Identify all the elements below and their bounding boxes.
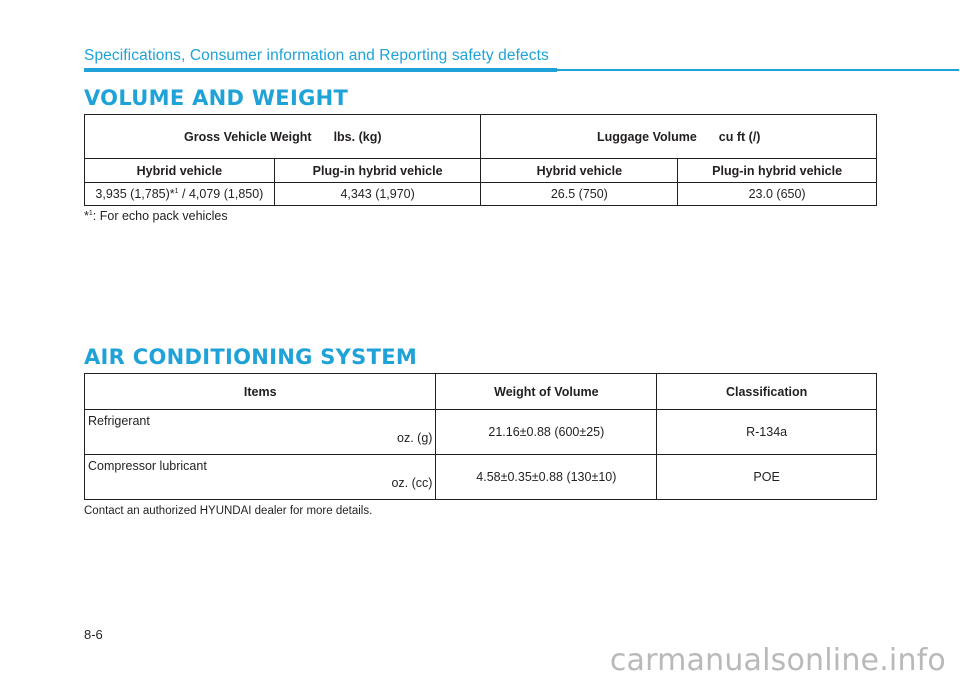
- gvw-header: [85, 115, 481, 159]
- footnote-ref: 1: [174, 187, 179, 195]
- luggage-unit: cu ft (/): [718, 129, 761, 144]
- watermark: carmanualsonline.info: [609, 643, 946, 678]
- gvw-unit: lbs. (kg): [333, 129, 382, 144]
- table-row: [85, 410, 877, 455]
- hybrid-weight-value: 3,935 (1,785)*: [95, 187, 175, 201]
- gvw-label: Gross Vehicle Weight: [183, 129, 312, 144]
- table-row: [85, 183, 877, 206]
- table-header-row: [85, 115, 877, 159]
- item-cell: [85, 455, 436, 500]
- table-header-row: [85, 374, 877, 410]
- luggage-header: [481, 115, 877, 159]
- footnote-mark: *: [84, 209, 89, 223]
- header-weight-of-volume: Weight of Volume: [436, 374, 657, 410]
- air-conditioning-table: [84, 373, 877, 500]
- item-name: Compressor lubricant: [88, 459, 207, 473]
- footnote-text: : For echo pack vehicles: [92, 209, 228, 223]
- subheader-cell: Hybrid vehicle: [481, 159, 678, 183]
- subheader-cell: Hybrid vehicle: [85, 159, 275, 183]
- subheader-cell: Plug-in hybrid vehicle: [678, 159, 877, 183]
- phev-luggage-cell: 23.0 (650): [678, 183, 877, 206]
- volume-weight-table: [84, 114, 877, 206]
- header-accent-bar: [84, 68, 557, 72]
- value-cell: 4.58±0.35±0.88 (130±10): [436, 455, 657, 500]
- table-row: [85, 455, 877, 500]
- header-items: Items: [85, 374, 436, 410]
- luggage-label: Luggage Volume: [597, 129, 697, 144]
- header-section-title: Specifications, Consumer information and Reporting safety defects: [84, 47, 549, 64]
- phev-weight-cell: 4,343 (1,970): [274, 183, 481, 206]
- value-cell: 21.16±0.88 (600±25): [436, 410, 657, 455]
- subheader-cell: Plug-in hybrid vehicle: [274, 159, 481, 183]
- hybrid-weight-alt-value: / 4,079 (1,850): [178, 187, 264, 201]
- classification-cell: R-134a: [657, 410, 877, 455]
- item-unit: oz. (g): [397, 431, 433, 445]
- table-subheader-row: [85, 159, 877, 183]
- item-unit: oz. (cc): [391, 476, 433, 490]
- header-rule: [557, 69, 959, 71]
- footnote-number: 1: [88, 209, 93, 217]
- item-name: Refrigerant: [88, 414, 150, 428]
- footnote: [84, 209, 228, 223]
- volume-weight-title: VOLUME AND WEIGHT: [84, 86, 349, 110]
- page-number: 8-6: [84, 627, 103, 642]
- classification-cell: POE: [657, 455, 877, 500]
- dealer-note: Contact an authorized HYUNDAI dealer for more details.: [84, 505, 373, 517]
- hybrid-weight-cell: [85, 183, 275, 206]
- hybrid-luggage-cell: 26.5 (750): [481, 183, 678, 206]
- air-conditioning-title: AIR CONDITIONING SYSTEM: [84, 345, 418, 369]
- header-classification: Classification: [657, 374, 877, 410]
- item-cell: [85, 410, 436, 455]
